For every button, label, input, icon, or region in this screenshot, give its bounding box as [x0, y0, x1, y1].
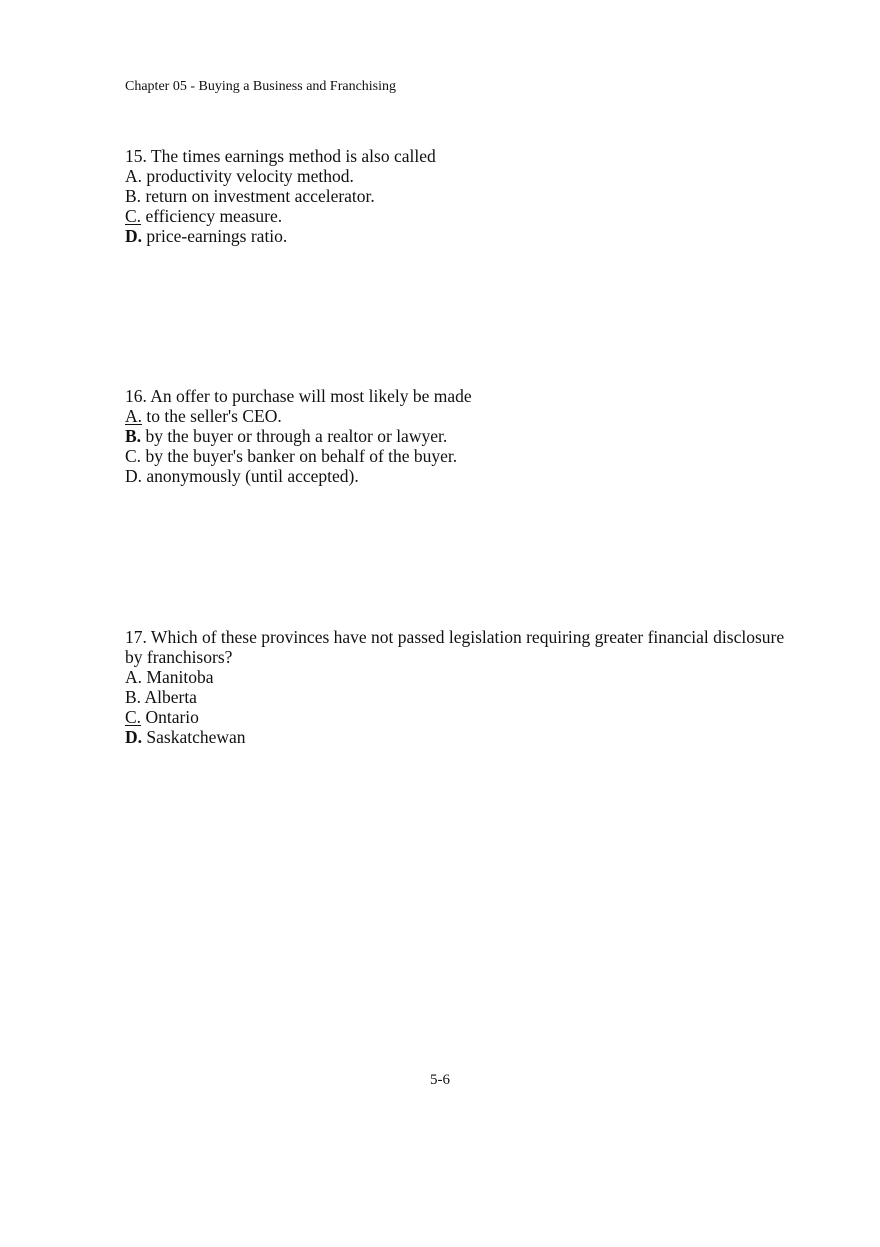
option-text: by the buyer's banker on behalf of the buyer.	[141, 446, 458, 466]
option-text: return on investment accelerator.	[141, 186, 375, 206]
option-letter: B.	[125, 186, 142, 206]
option-text: efficiency measure.	[141, 206, 283, 226]
option-letter: C.	[125, 446, 142, 466]
option-text: Saskatchewan	[142, 727, 246, 747]
option-d-correct	[125, 727, 795, 747]
option-letter-underlined: A.	[125, 406, 143, 426]
option-b	[125, 687, 795, 707]
option-text: by the buyer or through a realtor or lawyer.	[141, 426, 448, 446]
question-text: 15. The times earnings method is also called	[125, 146, 436, 166]
question-text: 17. Which of these provinces have not passed legislation requiring greater financial disclosure by franchisors?	[125, 627, 785, 667]
option-text: price-earnings ratio.	[142, 226, 288, 246]
option-c	[125, 707, 795, 727]
option-letter-bold: D.	[125, 226, 143, 246]
option-letter: B.	[125, 687, 142, 707]
option-b-correct	[125, 426, 795, 446]
option-letter: A.	[125, 667, 143, 687]
option-a	[125, 667, 795, 687]
option-letter: D.	[125, 466, 143, 486]
question-17	[125, 627, 795, 747]
page-number: 5-6	[430, 1072, 450, 1088]
page-header: Chapter 05 - Buying a Business and Franchising	[125, 79, 397, 94]
option-text: to the seller's CEO.	[142, 406, 282, 426]
option-c	[125, 206, 795, 226]
option-a	[125, 406, 795, 426]
option-b	[125, 186, 795, 206]
option-d	[125, 466, 795, 486]
question-15	[125, 146, 795, 246]
option-text: productivity velocity method.	[142, 166, 354, 186]
option-c	[125, 446, 795, 466]
question-text: 16. An offer to purchase will most likely be made	[125, 386, 472, 406]
option-a	[125, 166, 795, 186]
option-text: Alberta	[141, 687, 197, 707]
option-text: Manitoba	[142, 667, 214, 687]
option-letter: A.	[125, 166, 143, 186]
option-letter-underlined: C.	[125, 707, 142, 727]
option-letter-bold: B.	[125, 426, 142, 446]
question-16	[125, 386, 795, 486]
option-text: Ontario	[141, 707, 199, 727]
option-letter-underlined: C.	[125, 206, 142, 226]
option-letter-bold: D.	[125, 727, 143, 747]
option-d-correct	[125, 226, 795, 246]
option-text: anonymously (until accepted).	[142, 466, 359, 486]
